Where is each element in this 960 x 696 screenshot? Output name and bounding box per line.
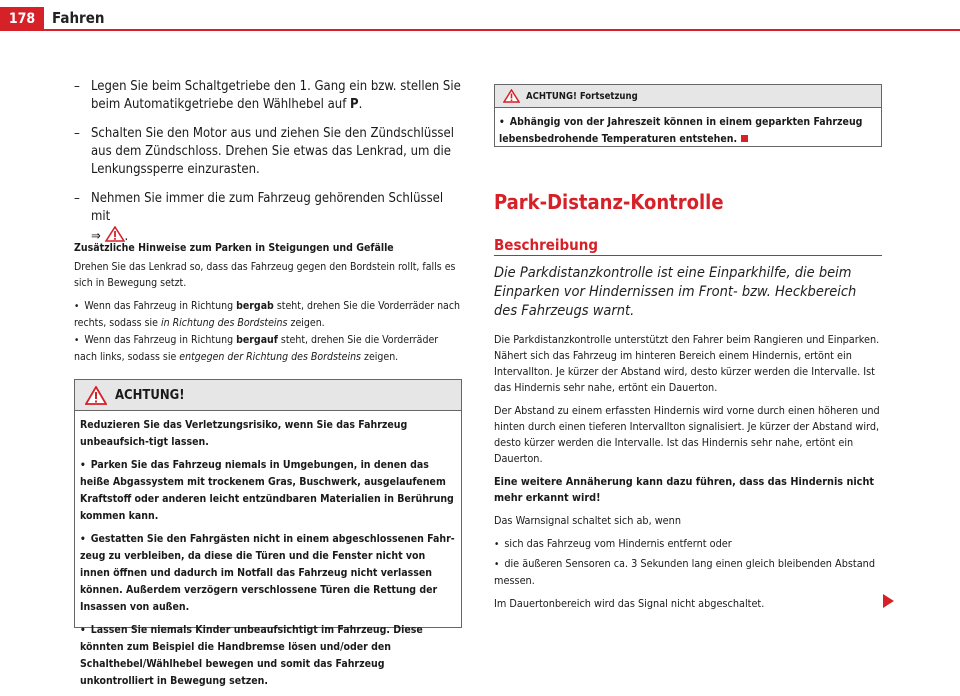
hint-bullet-bergauf: • Wenn das Fahrzeug in Richtung bergauf steht, drehen Sie die Vorderräder nach links, sodass sie entgegen der Richtung des Bordsteins zeigen. — [74, 334, 439, 363]
hint-bullet-bergab: • Wenn das Fahrzeug in Richtung bergab steht, drehen Sie die Vorderräder nach rechts, sodass sie in Richtung des Bordsteins zeigen. — [74, 300, 461, 329]
paragraph: Der Abstand zu einem erfassten Hindernis wird vorne durch einen höheren und hinten durch einen tieferen Intervallton signalisiert. Je kürzer der Abstand wird, desto kürzer werden die Intervalle. Ist das Hindernis sehr nahe, ertönt ein Dauerton. — [494, 404, 880, 465]
warning-continued-text: • Abhängig von der Jahreszeit können in einem geparkten Fahrzeug lebensbedrohende Temperaturen entstehen. — [499, 116, 863, 145]
warning-bullet: • Parken Sie das Fahrzeug niemals in Umgebungen, in denen das heiße Abgassystem mit trockenem Gras, Buschwerk, ausgelaufenem Kraftstoff oder anderen leicht entzündbaren Materialien in Berührung kommen kann. — [80, 459, 454, 522]
paragraph: Die Parkdistanzkontrolle unterstützt den Fahrer beim Rangieren und Einparken. Nähert sich das Fahrzeug im hinteren Bereich einem Hindernis, ertönt ein Intervallton. Je kürzer der Abstand wird, desto kürzer werden die Intervalle. Ist das Hindernis sehr nahe, ertönt ein Dauerton. — [494, 333, 880, 394]
continue-arrow-icon — [883, 594, 894, 608]
warning-triangle-icon — [85, 386, 107, 405]
warning-body — [75, 411, 461, 696]
warning-box — [74, 379, 462, 687]
warning-triangle-icon — [503, 89, 520, 103]
page-number: 178 — [0, 7, 44, 31]
lead-text: Die Parkdistanzkontrolle ist eine Einparkhilfe, die beim Einparken vor Hindernissen im Front- bzw. Heckbereich des Fahrzeugs warnt. — [494, 265, 857, 319]
warning-continued-header — [495, 85, 881, 108]
last-line: Im Dauertonbereich wird das Signal nicht abgeschaltet. — [494, 597, 765, 610]
hint-heading: Zusätzliche Hinweise zum Parken in Steigungen und Gefälle — [74, 242, 394, 254]
signal-intro: Das Warnsignal schaltet sich ab, wenn — [494, 514, 681, 527]
chapter-title: Fahren — [52, 9, 105, 27]
dash-list — [74, 78, 464, 246]
warning-continued-box — [494, 84, 882, 147]
warning-header — [75, 380, 461, 411]
signal-bullet: • die äußeren Sensoren ca. 3 Sekunden lang einen gleich bleibenden Abstand messen. — [494, 557, 876, 587]
dash-item-gear: – Legen Sie beim Schaltgetriebe den 1. Gang ein bzw. stellen Sie beim Automatikgetriebe den Wählhebel auf P. — [74, 79, 461, 112]
subsection-title: Beschreibung — [494, 236, 599, 254]
body-text — [494, 332, 884, 619]
warning-title: ACHTUNG! — [115, 387, 185, 403]
subsection-rule — [494, 255, 882, 256]
header-rule — [0, 29, 960, 31]
dash-item-engine: – Schalten Sie den Motor aus und ziehen Sie den Zündschlüssel aus dem Zündschloss. Drehen Sie etwas das Lenkrad, um die Lenkungssperre einzurasten. — [74, 126, 454, 177]
dash-item-keys: – Nehmen Sie immer die zum Fahrzeug gehörenden Schlüssel mit ⇒ . — [74, 191, 444, 244]
end-marker-icon — [741, 135, 748, 142]
hint-intro: Drehen Sie das Lenkrad so, dass das Fahrzeug gegen den Bordstein rollt, falls es sich in Bewegung setzt. — [74, 261, 456, 289]
warning-bullet: • Lassen Sie niemals Kinder unbeaufsichtigt im Fahrzeug. Diese könnten zum Beispiel die Handbremse lösen und/oder den Schalthebel/Wählhebel bewegen und somit das Fahrzeug unkontrolliert in Bewegung setzen. — [80, 624, 423, 687]
warning-bullet: • Gestatten Sie den Fahrgästen nicht in einem abgeschlossenen Fahr-zeug zu verbleiben, da diese die Türen und die Fenster nicht von innen öffnen und dadurch im Notfall das Fahrzeug nicht verlassen können. Außerdem verzögern verschlossene Türen die Rettung der Insassen von außen. — [80, 533, 455, 613]
warning-continued-title: ACHTUNG! Fortsetzung — [526, 90, 638, 102]
bold-note: Eine weitere Annäherung kann dazu führen, dass das Hindernis nicht mehr erkannt wird! — [494, 475, 875, 504]
section-title: Park-Distanz-Kontrolle — [494, 190, 724, 214]
warning-intro: Reduzieren Sie das Verletzungsrisiko, wenn Sie das Fahrzeug unbeaufsich-tigt lassen. — [80, 419, 408, 448]
signal-bullet: • sich das Fahrzeug vom Hindernis entfernt oder — [494, 537, 732, 550]
